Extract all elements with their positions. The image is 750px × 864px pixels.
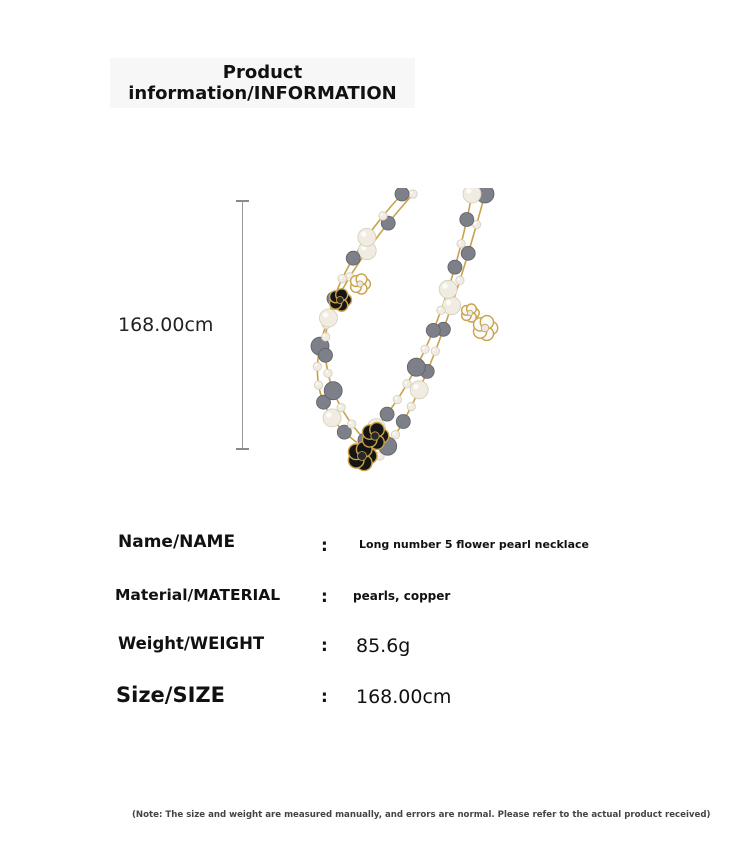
pearl-highlight bbox=[422, 347, 425, 350]
white-pearl bbox=[410, 381, 428, 399]
pearl-highlight bbox=[338, 405, 341, 408]
product-info-title bbox=[110, 58, 415, 108]
white-pearl bbox=[379, 212, 387, 220]
flower-center bbox=[357, 281, 363, 287]
spec-colon-size: : bbox=[321, 687, 328, 707]
pearl-highlight bbox=[323, 312, 328, 317]
spec-colon-weight: : bbox=[321, 636, 328, 656]
white-pearl bbox=[431, 347, 439, 355]
spec-label-weight: Weight/WEIGHT bbox=[118, 634, 265, 653]
white-pearl bbox=[421, 345, 429, 353]
measurement-note: (Note: The size and weight are measured manually, and errors are normal. Please refer to the actual product received) bbox=[132, 810, 711, 820]
flower-center bbox=[358, 452, 367, 461]
black-flower-charm bbox=[330, 289, 352, 311]
pearl-highlight bbox=[458, 241, 461, 244]
dimension-label: 168.00cm bbox=[118, 314, 214, 336]
grey-pearl bbox=[395, 188, 409, 201]
grey-pearl bbox=[448, 260, 462, 274]
white-pearl bbox=[403, 380, 411, 388]
pearl-highlight bbox=[442, 283, 447, 288]
pearl-highlight bbox=[404, 381, 407, 384]
white-pearl bbox=[457, 240, 465, 248]
pearl-highlight bbox=[315, 364, 318, 367]
spec-label-material: Material/MATERIAL bbox=[115, 586, 281, 604]
white-pearl bbox=[409, 190, 417, 198]
flower-center bbox=[481, 324, 489, 332]
pearl-highlight bbox=[349, 421, 352, 424]
white-pearl bbox=[358, 228, 376, 246]
title-line-1: Product bbox=[222, 62, 303, 83]
spec-label-size: Size/SIZE bbox=[116, 683, 225, 707]
pearl-highlight bbox=[446, 300, 451, 305]
pearl-highlight bbox=[438, 308, 441, 311]
white-pearl bbox=[323, 409, 341, 427]
necklace-beads bbox=[311, 188, 494, 460]
spec-colon-material: : bbox=[321, 587, 328, 607]
spec-value-material: pearls, copper bbox=[353, 589, 451, 603]
white-flower-charm bbox=[351, 274, 371, 294]
white-pearl bbox=[337, 403, 345, 411]
title-line-2: information/INFORMATION bbox=[128, 83, 397, 104]
grey-pearl bbox=[396, 415, 410, 429]
white-pearl bbox=[324, 369, 332, 377]
grey-pearl bbox=[407, 358, 425, 376]
spec-value-name: Long number 5 flower pearl necklace bbox=[359, 538, 589, 551]
pearl-highlight bbox=[433, 348, 436, 351]
spec-value-size: 168.00cm bbox=[356, 686, 452, 708]
pearl-highlight bbox=[325, 371, 328, 374]
pearl-highlight bbox=[409, 404, 412, 407]
grey-pearl bbox=[319, 348, 333, 362]
dimension-line bbox=[242, 201, 243, 449]
white-pearl bbox=[463, 188, 481, 203]
grey-pearl bbox=[460, 213, 474, 227]
white-pearl bbox=[407, 402, 415, 410]
pearl-highlight bbox=[340, 276, 343, 279]
white-pearl bbox=[338, 274, 346, 282]
white-pearl bbox=[320, 309, 338, 327]
white-pearl bbox=[456, 276, 464, 284]
spec-label-name: Name/NAME bbox=[118, 532, 236, 552]
grey-pearl bbox=[461, 246, 475, 260]
grey-pearl bbox=[380, 407, 394, 421]
necklace-illustration bbox=[280, 188, 520, 478]
pearl-highlight bbox=[410, 191, 413, 194]
white-pearl bbox=[313, 362, 321, 370]
flower-center bbox=[467, 310, 473, 316]
spec-value-weight: 85.6g bbox=[356, 635, 411, 657]
pearl-highlight bbox=[413, 384, 418, 389]
pearl-highlight bbox=[361, 232, 366, 237]
flower-center bbox=[371, 432, 379, 440]
pearl-highlight bbox=[395, 397, 398, 400]
pearl-highlight bbox=[326, 412, 331, 417]
pearl-highlight bbox=[393, 432, 396, 435]
white-pearl bbox=[348, 420, 356, 428]
white-pearl bbox=[439, 280, 457, 298]
dimension-cap-bottom bbox=[236, 448, 249, 450]
pearl-highlight bbox=[316, 382, 319, 385]
white-pearl bbox=[322, 333, 330, 341]
pearl-highlight bbox=[457, 278, 460, 281]
grey-pearl bbox=[426, 323, 440, 337]
white-flower-charm bbox=[474, 316, 498, 341]
spec-colon-name: : bbox=[321, 536, 328, 556]
white-pearl bbox=[314, 381, 322, 389]
white-pearl bbox=[391, 431, 399, 439]
pearl-highlight bbox=[474, 222, 477, 225]
grey-pearl bbox=[324, 382, 342, 400]
grey-pearl bbox=[346, 251, 360, 265]
white-pearl bbox=[437, 306, 445, 314]
pearl-highlight bbox=[466, 188, 471, 193]
pearl-highlight bbox=[380, 213, 383, 216]
white-pearl bbox=[393, 395, 401, 403]
pearl-highlight bbox=[347, 274, 350, 277]
flower-center bbox=[337, 297, 344, 304]
pearl-highlight bbox=[323, 334, 326, 337]
